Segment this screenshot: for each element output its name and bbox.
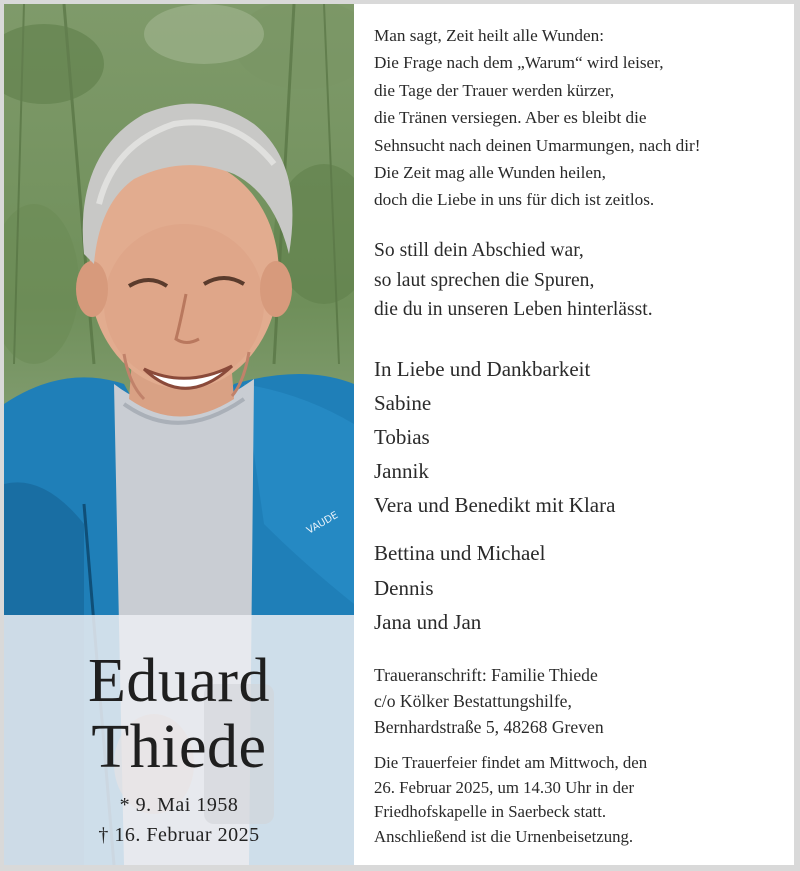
ceremony-line: Friedhofskapelle in Saerbeck statt.: [374, 802, 607, 822]
verse-line: die du in unseren Leben hinterlässt.: [374, 299, 653, 320]
verse-line: So still dein Abschied war,: [374, 240, 584, 261]
mourner-name: Sabine: [374, 391, 432, 415]
dedication: In Liebe und Dankbarkeit: [374, 357, 591, 381]
mourner-name: Jannik: [374, 459, 429, 483]
mourner-name: Bettina und Michael: [374, 541, 546, 565]
verse: [374, 236, 653, 325]
mourner-name: Tobias: [374, 425, 430, 449]
deceased-first-name: Eduard: [87, 647, 271, 715]
poem-line: Man sagt, Zeit heilt alle Wunden:: [374, 26, 605, 45]
poem-line: Die Frage nach dem „Warum“ wird leiser,: [374, 53, 664, 73]
address-line: c/o Kölker Bestattungshilfe,: [374, 690, 572, 711]
mourning-address: [374, 663, 604, 740]
mourner-name: Vera und Benedikt mit Klara: [374, 493, 616, 517]
verse-line: so laut sprechen die Spuren,: [374, 269, 595, 291]
portrait-photo: [4, 4, 354, 865]
mourners-list-secondary: [374, 536, 545, 640]
ceremony-line: 26. Februar 2025, um 14.30 Uhr in der: [374, 777, 635, 797]
death-date: † 16. Februar 2025: [98, 824, 260, 846]
svg-text:VAUDE: VAUDE: [305, 509, 341, 537]
birth-date: * 9. Mai 1958: [119, 794, 239, 816]
poem-line: Die Zeit mag alle Wunden heilen,: [374, 163, 606, 183]
mourners-list: [374, 352, 615, 522]
poem-line: Sehnsucht nach deinen Umarmungen, nach dir!: [374, 135, 701, 155]
address-line: Bernhardstraße 5, 48268 Greven: [374, 716, 604, 737]
obituary-card: [4, 4, 794, 865]
mourner-name: Dennis: [374, 575, 434, 600]
address-line: Traueranschrift: Familie Thiede: [374, 665, 598, 685]
ceremony-line: Anschließend ist die Urnenbeisetzung.: [374, 826, 634, 846]
poem: [374, 22, 700, 214]
ceremony-info: [374, 751, 647, 849]
deceased-last-name: Thiede: [91, 713, 267, 781]
poem-line: doch die Liebe in uns für dich ist zeitlos.: [374, 190, 655, 210]
ceremony-line: Die Trauerfeier findet am Mittwoch, den: [374, 753, 648, 772]
mourner-name: Jana und Jan: [374, 610, 482, 634]
poem-line: die Tage der Trauer werden kürzer,: [374, 80, 615, 100]
poem-line: die Tränen versiegen. Aber es bleibt die: [374, 108, 647, 128]
